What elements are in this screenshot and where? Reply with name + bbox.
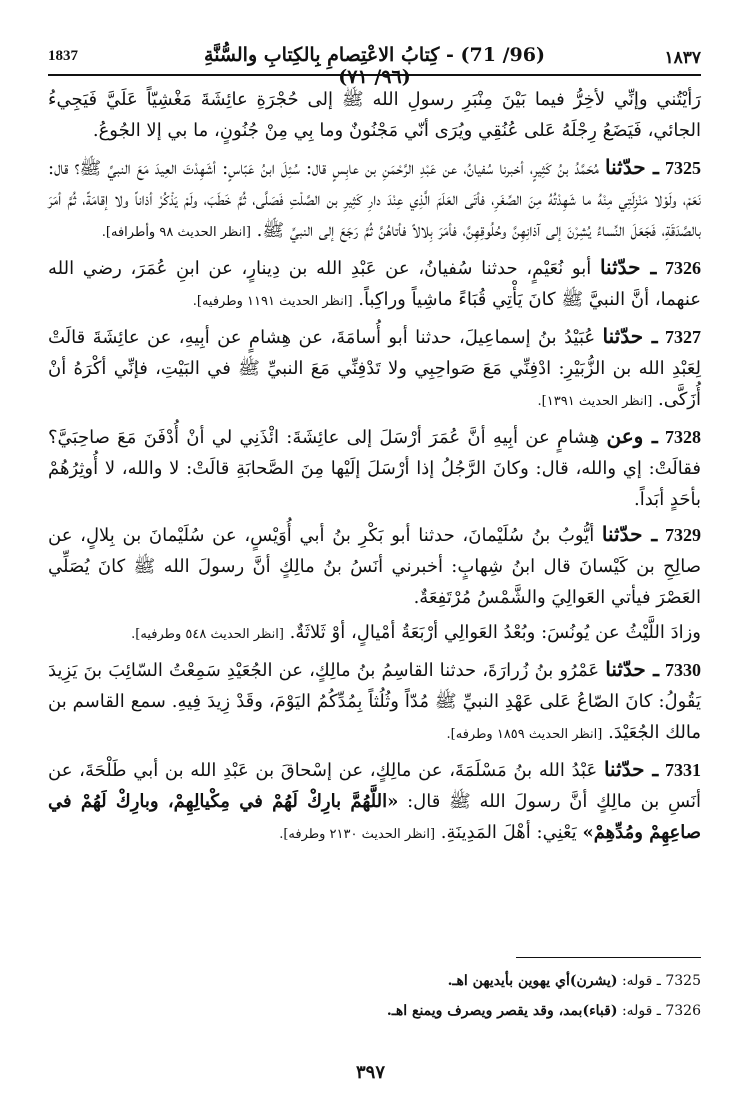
supplication-text: «اللَّهُمَّ بارِكْ لَهُمْ في مِكْيالِهِمْ، وبارِكْ لَهُمْ في صاعِهِمْ ومُدِّهِمْ» — [48, 791, 701, 843]
main-text — [48, 84, 701, 854]
hadith-number: 7326 — [665, 258, 702, 278]
hadith-number: 7327 — [665, 327, 702, 347]
page-number-arabic: ١٨٣٧ — [664, 48, 701, 68]
intro-paragraph: رَأيْتُني وإنِّي لأخِرُّ فيما بَيْنَ مِنْبَرِ رسولِ الله ﷺ إلى حُجْرَةِ عائِشَةَ مَغْشِيّاً عَلَيَّ فَيَجِيءُ الجائي، فَيَضَعُ رِجْلَهُ عَلى عُنُقِي ويُرَى أنّي مَجْنُونٌ وما بِي مِنْ جُنُونٍ، ما بي إلا الجُوعُ. — [48, 89, 701, 141]
footnote-label: 7326 ـ قوله: — [621, 1003, 701, 1019]
footnote-text: (يشرن)أي يهوين بأيديهن اهـ. — [447, 973, 618, 989]
hadith-text-tail: يَعْنِي: أهْلَ المَدِينَةِ. — [440, 822, 577, 843]
hadith-number: 7329 — [664, 525, 701, 545]
hadith-text: عَبْدُ الله بنُ مَسْلَمَةَ، عن مالِكٍ، عن إسْحاقَ بن عَبْدِ الله بن أبي طَلْحَةَ، عن أنَسِ بن مالِكٍ أنَّ رسولَ الله ﷺ قال: — [48, 760, 701, 812]
hadith-addition-text: وزادَ اللَّيْثُ عن يُونُسَ: وبُعْدُ العَوالِي أرْبَعَةُ أمْيالٍ، أوْ ثَلاثَةٌ. — [289, 622, 701, 643]
chapter-title: (96/ 71) - كِتابُ الاعْتِصامِ بِالكِتابِ والسُّنَّةِ (٩٦/ ٧١) — [204, 44, 545, 88]
hadith-7331 — [48, 754, 701, 850]
cross-reference: [انظر الحديث ٥٤٨ وطرفيه]. — [131, 627, 284, 642]
hadith-text: أبو نُعَيْمٍ، حدثنا سُفيانُ، عن عَبْدِ الله بن دِينارٍ، عن ابنِ عُمَرَ، رضي الله عنهما، أنَّ النبيَّ ﷺ كانَ يَأْتِي قُبَاءً ماشِياً وراكِباً. — [48, 258, 701, 310]
cross-reference: [انظر الحديث ٢١٣٠ وطرفه]. — [279, 827, 436, 842]
running-header — [48, 40, 701, 88]
page-number-latin: 1837 — [48, 48, 78, 64]
hadith-7329 — [48, 519, 701, 613]
footnote-label: 7325 ـ قوله: — [621, 973, 701, 989]
hadith-text: هِشامٍ عن أبِيهِ أنَّ عُمَرَ أرْسَلَ إلى عائِشَةَ: ائْذَنِي لي أنْ أُدْفَنَ مَعَ صاحِبَيَّ؟ فقالَتْ: إي والله، قال: وكانَ الرَّجُلُ إذا أرْسَلَ إلَيْها مِنَ الصَّحابَةِ قالَتْ: لا والله، لا أُوثِرُهُمْ بأحَدٍ أبَداً. — [48, 427, 701, 510]
hadith-text: عَمْرُو بنُ زُرارَةَ، حدثنا القاسِمُ بنُ مالِكٍ، عن الجُعَيْدِ سَمِعْتُ السّائِبَ بنَ يَزِيدَ يَقُولُ: كانَ الصّاعُ عَلى عَهْدِ النبيِّ ﷺ مُدّاً وثُلُثاً بِمُدِّكُمُ اليَوْمَ، وقَدْ زِيدَ فِيهِ. سمع القاسم بن مالك الجُعَيْدَ. — [48, 660, 701, 743]
hadith-number: 7331 — [665, 760, 701, 780]
hadith-7329-addition — [48, 617, 701, 650]
narration-opener: ـ حدّثنا — [603, 757, 659, 781]
footnote-7326 — [260, 996, 701, 1026]
hadith-number: 7330 — [665, 660, 701, 680]
hadith-text: عُبَيْدُ بنُ إسماعِيلَ، حدثنا أبو أُسامَةَ، عن هِشامٍ عن أبِيهِ، عن عائِشَةَ قالَتْ لِعَبْدِ الله بن الزُّبَيْرِ: ادْفِنِّي مَعَ صَواحِبِي ولا تَدْفِنِّي مَعَ النبيِّ ﷺ في البَيْتِ، فإنِّي أكْرَهُ أنْ أُزَكَّى. — [48, 327, 701, 410]
hadith-7327 — [48, 321, 701, 417]
narration-opener: ـ حدّثنا — [602, 324, 658, 348]
page-number-footer: ٣٩٧ — [355, 1062, 385, 1083]
cross-reference: [انظر الحديث ١٣٩١]. — [537, 394, 653, 409]
narration-opener: ـ حدّثنا — [605, 155, 659, 179]
hadith-text: مُحَمَّدُ بنُ كَثِيرٍ، أخبرنا سُفيانُ، عن عَبْدِ الرَّحْمَنِ بن عابِسٍ قال: سُئِلَ ابنُ عَبّاسٍ: أشَهِدْتَ العِيدَ مَعَ النبيِّ ﷺ؟ قال: نَعَمْ، ولَوْلا مَنْزِلَتِي مِنْهُ ما شَهِدْتُهُ مِنَ الصِّغَرِ، فأتَى العَلَمَ الَّذِي عِنْدَ دارِ كَثِيرِ بن الصَّلْتِ فَصَلَّى، ثُمَّ خَطَبَ، ولَمْ يَذْكُرْ أذاناً ولا إقامَةً، ثُمَّ أمَرَ بالصَّدَقَةِ، فَجَعَلَ النِّساءُ يُشِرْنَ إلى آذانِهِنَّ وحُلُوقِهِنَّ، فأمَرَ بِلالاً فأتاهُنَّ ثُمَّ رَجَعَ إلى النبيِّ ﷺ. — [48, 158, 701, 241]
hadith-7328 — [48, 421, 701, 515]
cross-reference: [انظر الحديث ١١٩١ وطرفيه]. — [192, 294, 353, 309]
narration-opener: ـ حدّثنا — [599, 255, 657, 279]
narration-opener: ـ حدّثنا — [605, 657, 659, 681]
hadith-7330 — [48, 654, 701, 750]
hadith-7325 — [48, 152, 701, 248]
footnote-7325 — [260, 966, 701, 996]
cross-reference: [انظر الحديث ١٨٥٩ وطرفه]. — [446, 727, 603, 742]
hadith-text: أيُّوبُ بنُ سُلَيْمانَ، حدثنا أبو بَكْرِ بنُ أبي أُوَيْسٍ، عن سُلَيْمانَ بن بِلالٍ، عن صالِحِ بن كَيْسانَ قال ابنُ شِهابٍ: أخبرني أنَسُ بنُ مالِكٍ أنَّ رسولَ الله ﷺ كانَ يُصَلِّي العَصْرَ فيأتي العَوالِيَ والشَّمْسُ مُرْتَفِعَةٌ. — [48, 525, 701, 608]
hadith-number: 7325 — [664, 158, 701, 178]
footnotes — [260, 966, 701, 1026]
footnote-text: (قباء)بمد، وقد يقصر ويصرف ويمنع اهـ. — [386, 1003, 618, 1019]
footnote-divider — [516, 957, 701, 958]
cross-reference: [انظر الحديث ٩٨ وأطرافه]. — [101, 225, 251, 240]
hadith-7326 — [48, 252, 701, 317]
narration-opener: ـ وعن — [606, 424, 658, 448]
hadith-number: 7328 — [665, 427, 701, 447]
narration-opener: ـ حدّثنا — [601, 522, 658, 546]
